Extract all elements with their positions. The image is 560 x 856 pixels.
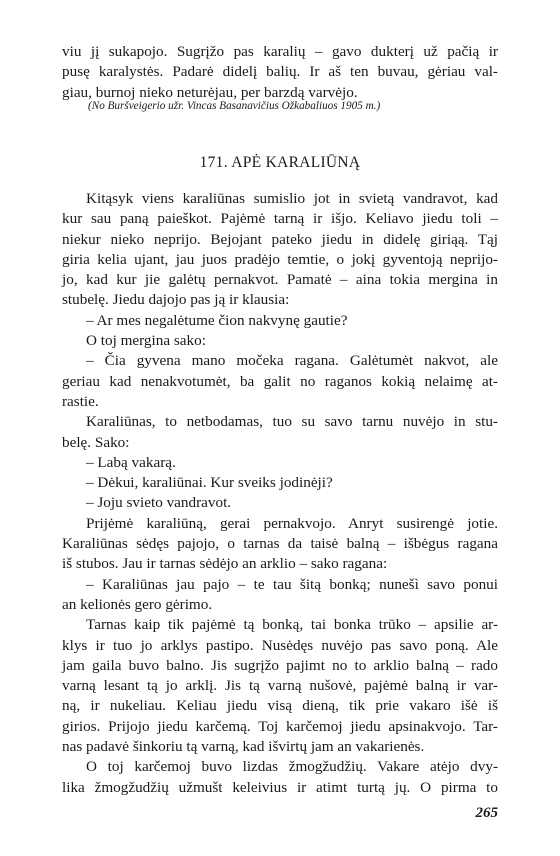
story-line: niekur nieko neprijo. Bejojant pateko jiedu in didelę giriąą. Tąj — [62, 230, 498, 248]
story-title: 171. APĖ KARALIŪNĄ — [199, 154, 361, 171]
story-line: klys ir tuo jo arklys pastipo. Nusėdęs nuvėjo pas savo poną. Ale — [62, 636, 498, 654]
top-paragraph — [62, 42, 498, 103]
story-line: O toj mergina sako: — [86, 332, 206, 350]
source-note: (No Buršveigerio užr. Vincas Basanavičius Ožkabaliuos 1905 m.) — [88, 100, 381, 112]
story-line: jo, kad kur jie galėtų pernakvot. Pamatė – aina tokia mergina in — [62, 271, 498, 289]
story-line: belę. Sako: — [62, 433, 130, 451]
story-line: O toj karčemoj buvo lizdas žmogžudžių. Vakare atėjo dvy- — [86, 758, 498, 776]
story-line: – Joju svieto vandravot. — [86, 494, 232, 512]
story-line: an kelionės gero gėrimo. — [62, 595, 213, 613]
story-line: Prijėmė karaliūną, gerai pernakvojo. Anryt susirengė jotie. — [86, 514, 498, 532]
story-line: rastie. — [62, 392, 99, 410]
story-line: ną, ir nukeliau. Keliau jiedu visą dieną, tik prie vakaro išė iš — [62, 697, 498, 715]
story-line: Tarnas kaip tik pajėmė tą bonką, tai bonka trūko – apsilie ar- — [86, 616, 498, 634]
text-line: pusę karalystės. Padarė didelį balių. Ir aš ten buvau, gėriau val- — [62, 63, 498, 81]
story-line: varną lesant tą jo arklį. Jis tą varną nušovė, pajėmė balną ir var- — [62, 677, 498, 695]
story-line: stubelę. Jiedu dajojo pas ją ir klausia: — [62, 291, 290, 309]
page-number: 265 — [475, 805, 498, 821]
story-line: – Labą vakarą. — [86, 453, 176, 471]
story-line: Karaliūnas, to netbodamas, tuo su savo tarnu nuvėjo in stu- — [86, 413, 498, 431]
story-line: lika žmogžudžių užmušt keleivius ir atimt turtą jų. O pirma to — [62, 778, 498, 796]
story-line: kur sau paną paieškot. Pajėmė tarną ir išjo. Keliavo jiedu toli – — [62, 210, 498, 228]
story-line: Karaliūnas sėdęs pajojo, o tarnas da taisė balną – išbėgus ragana — [62, 535, 498, 553]
story-line: girios. Prijojo jiedu karčemą. Toj karčemoj jiedu apsinakvojo. Tar- — [62, 717, 498, 735]
story-line: Kitąsyk viens karaliūnas sumislio jot in svietą vandravot, kad — [86, 190, 498, 207]
story-line: jam gaila buvo balno. Jis sugrįžo pajimt no to arklio balną – rado — [62, 656, 498, 674]
story-line: – Karaliūnas jau pajo – te tau šitą bonką; nunešì savo ponui — [86, 575, 498, 593]
text-line: viu jį sukapojo. Sugrįžo pas karalių – gavo dukterį už pačią ir — [62, 43, 498, 60]
story-line: – Dėkui, karaliūnai. Kur sveiks jodinėji? — [86, 474, 333, 492]
story-line: – Ar mes negalėtume čion nakvynę gautie? — [86, 311, 348, 329]
story-line: – Čia gyvena mano močeka ragana. Galėtumėt nakvot, ale — [86, 352, 498, 370]
story-line: giria kelia ujant, jau juos pradėjo temtie, o jokį gyventoją neprijo- — [62, 250, 498, 268]
story-line: geriau kad nenakvotumėt, ba galit no raganos kokią nelaimę at- — [62, 372, 498, 390]
story-line: nas padavė šinkoriu tą varną, kad išvirtų jam an vakarienės. — [62, 738, 425, 756]
text-line: giau, burnoj nieko neturėjau, per barzdą varvėjo. — [62, 83, 358, 101]
story-body — [62, 189, 498, 798]
story-line: iš stubos. Jau ir tarnas sėdėjo an arklio – sako ragana: — [62, 555, 388, 573]
